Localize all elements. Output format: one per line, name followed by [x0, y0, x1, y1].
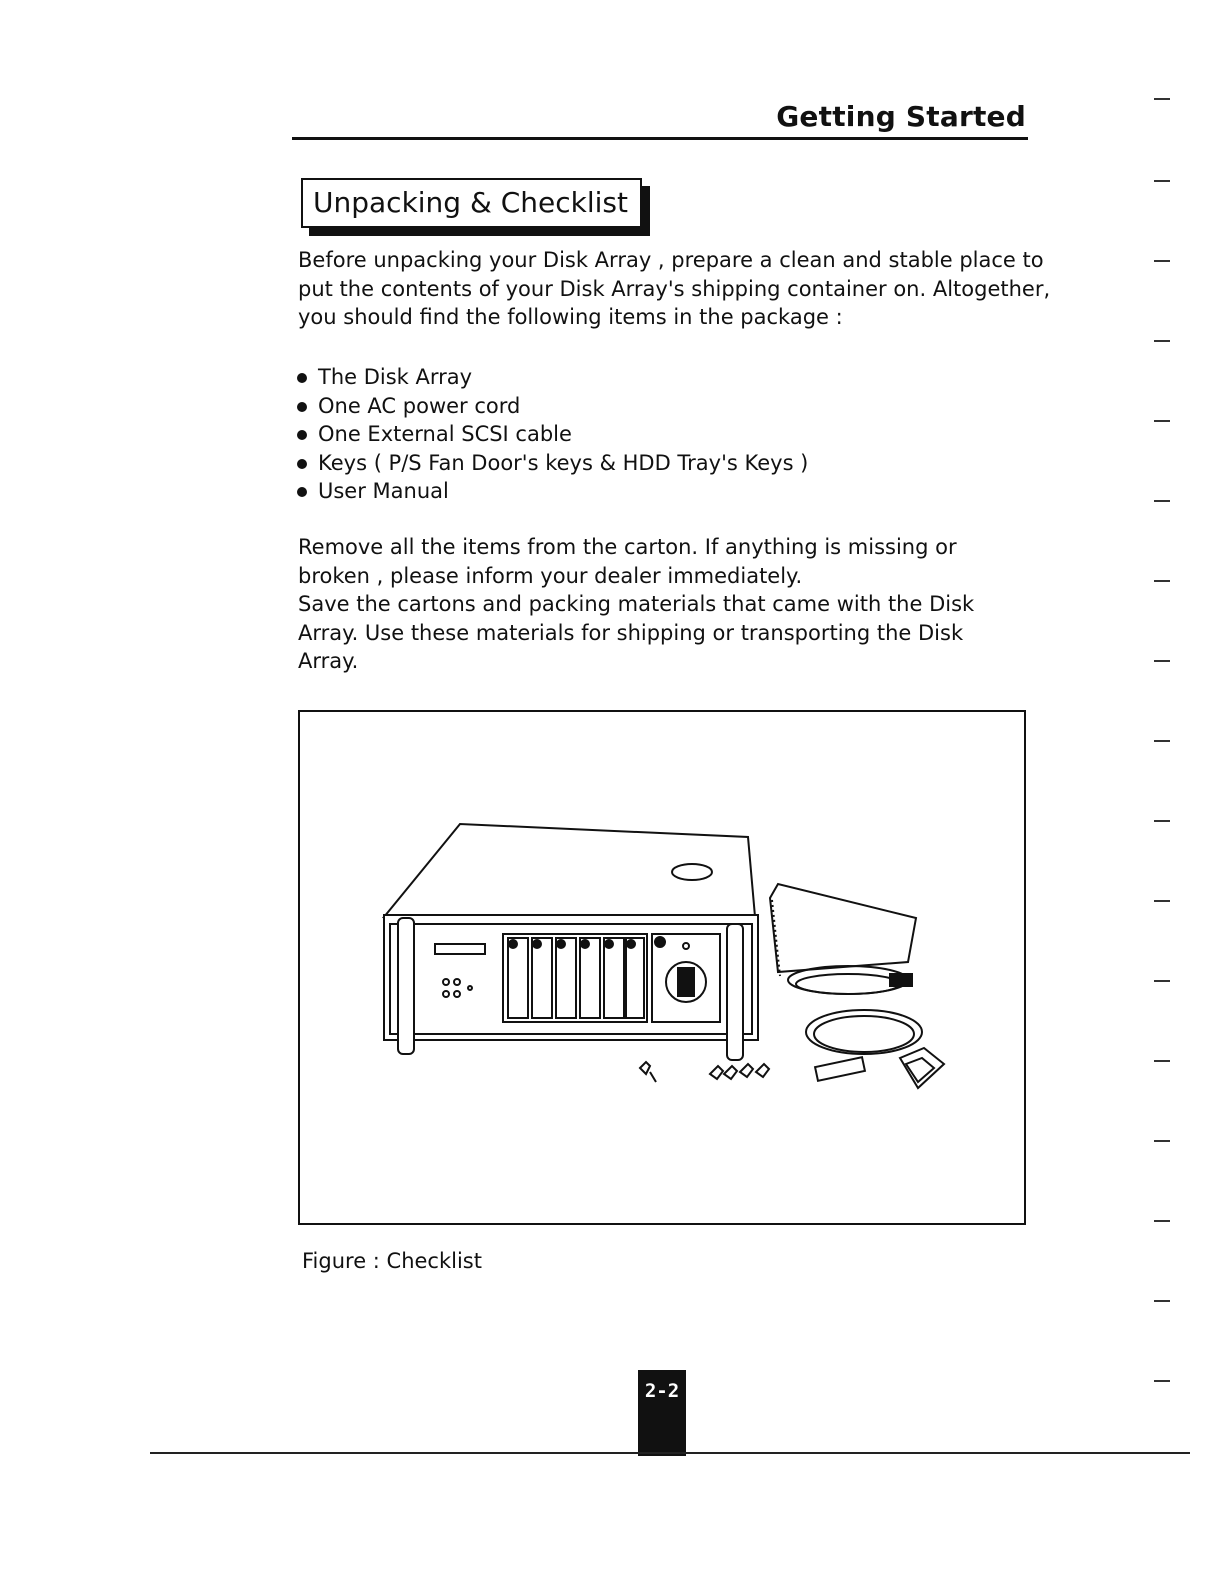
- margin-tick: [1154, 260, 1170, 262]
- notice-paragraph-1: Remove all the items from the carton. If anything is missing or broken , please inform your dealer immediately.: [298, 535, 957, 588]
- header-rule: [292, 137, 1028, 140]
- margin-tick: [1154, 420, 1170, 422]
- bullet-icon: [297, 430, 307, 440]
- margin-tick: [1154, 98, 1170, 100]
- checklist-item: Keys ( P/S Fan Door's keys & HDD Tray's Keys ): [297, 449, 808, 478]
- intro-paragraph: Before unpacking your Disk Array , prepare a clean and stable place to put the contents of your Disk Array's shipping container on. Altogether, you should find the following items in the package :: [298, 248, 1051, 329]
- margin-tick: [1154, 1220, 1170, 1222]
- margin-tick: [1154, 180, 1170, 182]
- margin-tick: [1154, 820, 1170, 822]
- checklist-item: One AC power cord: [297, 392, 808, 421]
- margin-tick: [1154, 660, 1170, 662]
- margin-tick: [1154, 1300, 1170, 1302]
- margin-tick: [1154, 1380, 1170, 1382]
- margin-tick: [1154, 1140, 1170, 1142]
- figure-caption: Figure : Checklist: [302, 1249, 482, 1273]
- margin-tick: [1154, 1060, 1170, 1062]
- disk-array-illustration: [300, 712, 1028, 1227]
- footer-rule: [150, 1452, 1190, 1454]
- margin-tick: [1154, 500, 1170, 502]
- margin-tick: [1154, 980, 1170, 982]
- bullet-icon: [297, 373, 307, 383]
- checklist-item: The Disk Array: [297, 363, 808, 392]
- checklist: [297, 363, 808, 506]
- checklist-item: User Manual: [297, 477, 808, 506]
- notice-paragraph-2: Save the cartons and packing materials that came with the Disk Array. Use these materials for shipping or transporting the Disk Array.: [298, 592, 975, 673]
- bullet-icon: [297, 459, 307, 469]
- margin-tick: [1154, 580, 1170, 582]
- bullet-icon: [297, 487, 307, 497]
- section-heading: Unpacking & Checklist: [301, 178, 642, 228]
- checklist-figure: [298, 710, 1026, 1225]
- margin-tick: [1154, 340, 1170, 342]
- bullet-icon: [297, 402, 307, 412]
- margin-tick: [1154, 900, 1170, 902]
- margin-tick: [1154, 740, 1170, 742]
- page-number-tab: 2-2: [638, 1370, 686, 1456]
- checklist-item: One External SCSI cable: [297, 420, 808, 449]
- running-header-title: Getting Started: [776, 100, 1026, 133]
